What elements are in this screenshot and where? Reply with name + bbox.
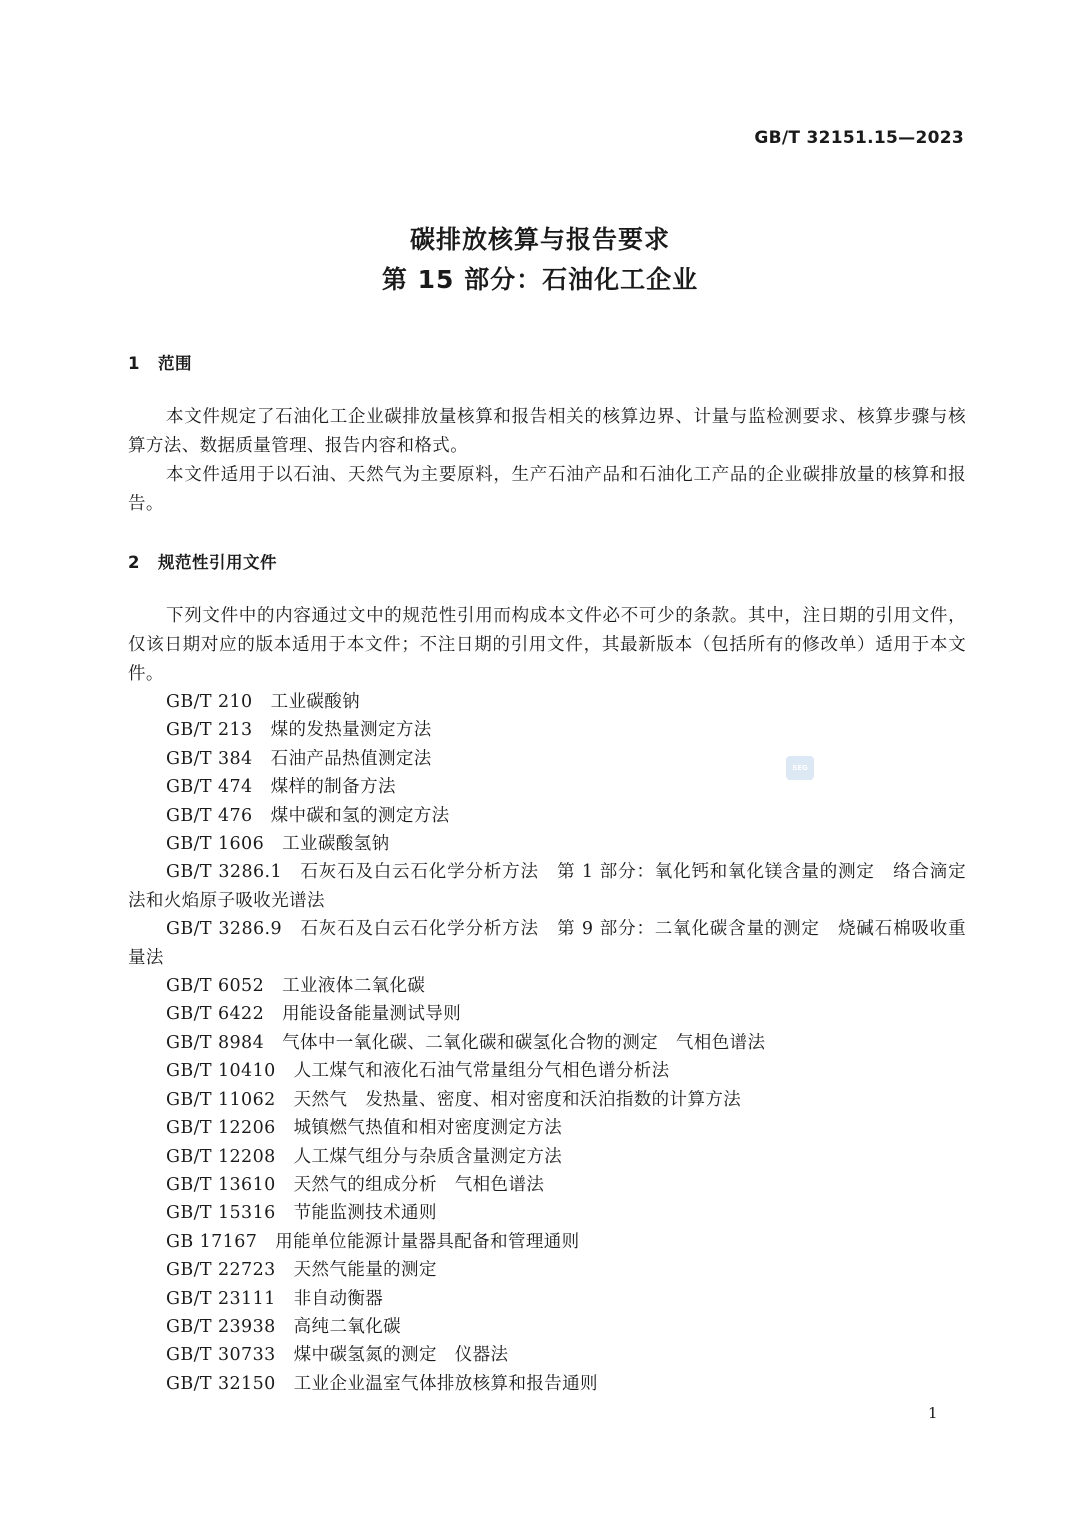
reference-code: GB/T 12206 [166, 1118, 276, 1139]
page-number: 1 [928, 1404, 938, 1422]
scope-paragraph-2: 本文件适用于以石油、天然气为主要原料，生产石油产品和石油化工产品的企业碳排放量的核算和报告。 [128, 465, 966, 514]
reference-code: GB/T 30733 [166, 1345, 276, 1366]
standard-code: GB/T 32151.15—2023 [754, 128, 964, 148]
reference-item [128, 1000, 966, 1028]
reference-code: GB/T 3286.1 [166, 862, 283, 883]
reference-item [128, 1228, 966, 1256]
reference-item [128, 1341, 966, 1369]
reference-title: 天然气 发热量、密度、相对密度和沃泊指数的计算方法 [293, 1089, 742, 1110]
reference-item [128, 1171, 966, 1199]
reference-code: GB/T 6052 [166, 976, 265, 997]
reference-title: 用能设备能量测试导则 [282, 1004, 462, 1025]
reference-title: 工业碳酸氢钠 [282, 834, 390, 855]
section-1-heading [128, 350, 192, 374]
reference-item [128, 1029, 966, 1057]
reference-code: GB/T 32150 [166, 1373, 276, 1394]
reference-item [128, 716, 966, 744]
reference-code: GB/T 13610 [166, 1174, 276, 1195]
reference-code: GB/T 213 [166, 720, 253, 741]
document-title: 碳排放核算与报告要求 [409, 225, 670, 254]
reference-code: GB/T 10410 [166, 1061, 276, 1082]
reference-item [128, 1256, 966, 1284]
document-subtitle: 第 15 部分：石油化工企业 [381, 265, 699, 294]
reference-title: 城镇燃气热值和相对密度测定方法 [293, 1118, 563, 1139]
references-intro: 下列文件中的内容通过文中的规范性引用而构成本文件必不可少的条款。其中，注日期的引用文件，仅该日期对应的版本适用于本文件；不注日期的引用文件，其最新版本（包括所有的修改单）适用于本文件。 [128, 606, 966, 684]
watermark-logo: SEG [786, 756, 814, 780]
reference-title: 高纯二氧化碳 [293, 1316, 402, 1337]
reference-item [128, 858, 966, 915]
section-number: 2 [128, 553, 140, 572]
reference-code: GB/T 11062 [166, 1089, 276, 1110]
reference-title: 气体中一氧化碳、二氧化碳和碳氢化合物的测定 气相色谱法 [282, 1032, 766, 1053]
reference-code: GB/T 8984 [166, 1032, 265, 1053]
reference-title: 石灰石及白云石化学分析方法 第 9 部分：二氧化碳含量的测定 烧碱石棉吸收重量法 [128, 919, 966, 968]
section-number: 1 [128, 354, 140, 373]
reference-item [128, 1086, 966, 1114]
reference-code: GB/T 23111 [166, 1288, 276, 1309]
reference-item [128, 1370, 966, 1398]
reference-code: GB/T 1606 [166, 834, 265, 855]
reference-title: 工业碳酸钠 [270, 692, 361, 712]
reference-title: 人工煤气和液化石油气常量组分气相色谱分析法 [293, 1061, 670, 1082]
section-2-heading [128, 549, 277, 573]
reference-code: GB/T 210 [166, 692, 253, 712]
reference-item [128, 830, 966, 858]
reference-item [128, 802, 966, 830]
reference-list [128, 688, 966, 1398]
reference-item [128, 1143, 966, 1171]
reference-item [128, 1199, 966, 1227]
reference-title: 天然气能量的测定 [293, 1260, 437, 1281]
reference-title: 煤的发热量测定方法 [270, 720, 432, 741]
reference-title: 工业企业温室气体排放核算和报告通则 [293, 1373, 598, 1394]
reference-item [128, 1057, 966, 1085]
section-title: 范围 [158, 354, 192, 373]
reference-code: GB/T 474 [166, 777, 253, 798]
scope-paragraph-1: 本文件规定了石油化工企业碳排放量核算和报告相关的核算边界、计量与监检测要求、核算步骤与核算方法、数据质量管理、报告内容和格式。 [128, 407, 966, 456]
reference-title: 天然气的组成分析 气相色谱法 [293, 1174, 545, 1195]
reference-code: GB/T 23938 [166, 1316, 276, 1337]
reference-item [128, 1285, 966, 1313]
reference-title: 非自动衡器 [293, 1288, 384, 1309]
reference-code: GB 17167 [166, 1231, 258, 1252]
reference-item [128, 745, 966, 773]
reference-item [128, 1114, 966, 1142]
reference-title: 工业液体二氧化碳 [282, 976, 426, 997]
reference-code: GB/T 12208 [166, 1146, 276, 1167]
reference-title: 石灰石及白云石化学分析方法 第 1 部分：氧化钙和氧化镁含量的测定 络合滴定法和火焰原子吸收光谱法 [128, 862, 966, 911]
reference-code: GB/T 3286.9 [166, 919, 283, 940]
reference-code: GB/T 384 [166, 748, 253, 769]
reference-title: 煤中碳氢氮的测定 仪器法 [293, 1345, 509, 1366]
reference-title: 用能单位能源计量器具配备和管理通则 [275, 1231, 580, 1252]
section-title: 规范性引用文件 [158, 553, 277, 572]
reference-item [128, 972, 966, 1000]
reference-item [128, 915, 966, 972]
reference-title: 人工煤气组分与杂质含量测定方法 [293, 1146, 563, 1167]
reference-title: 石油产品热值测定法 [270, 748, 432, 769]
reference-title: 煤样的制备方法 [270, 777, 396, 798]
reference-code: GB/T 22723 [166, 1260, 276, 1281]
reference-code: GB/T 15316 [166, 1203, 276, 1224]
reference-code: GB/T 6422 [166, 1004, 265, 1025]
reference-title: 煤中碳和氢的测定方法 [270, 805, 450, 826]
reference-item [128, 688, 966, 716]
reference-code: GB/T 476 [166, 805, 253, 826]
reference-item [128, 1313, 966, 1341]
reference-item [128, 773, 966, 801]
reference-title: 节能监测技术通则 [293, 1203, 437, 1224]
